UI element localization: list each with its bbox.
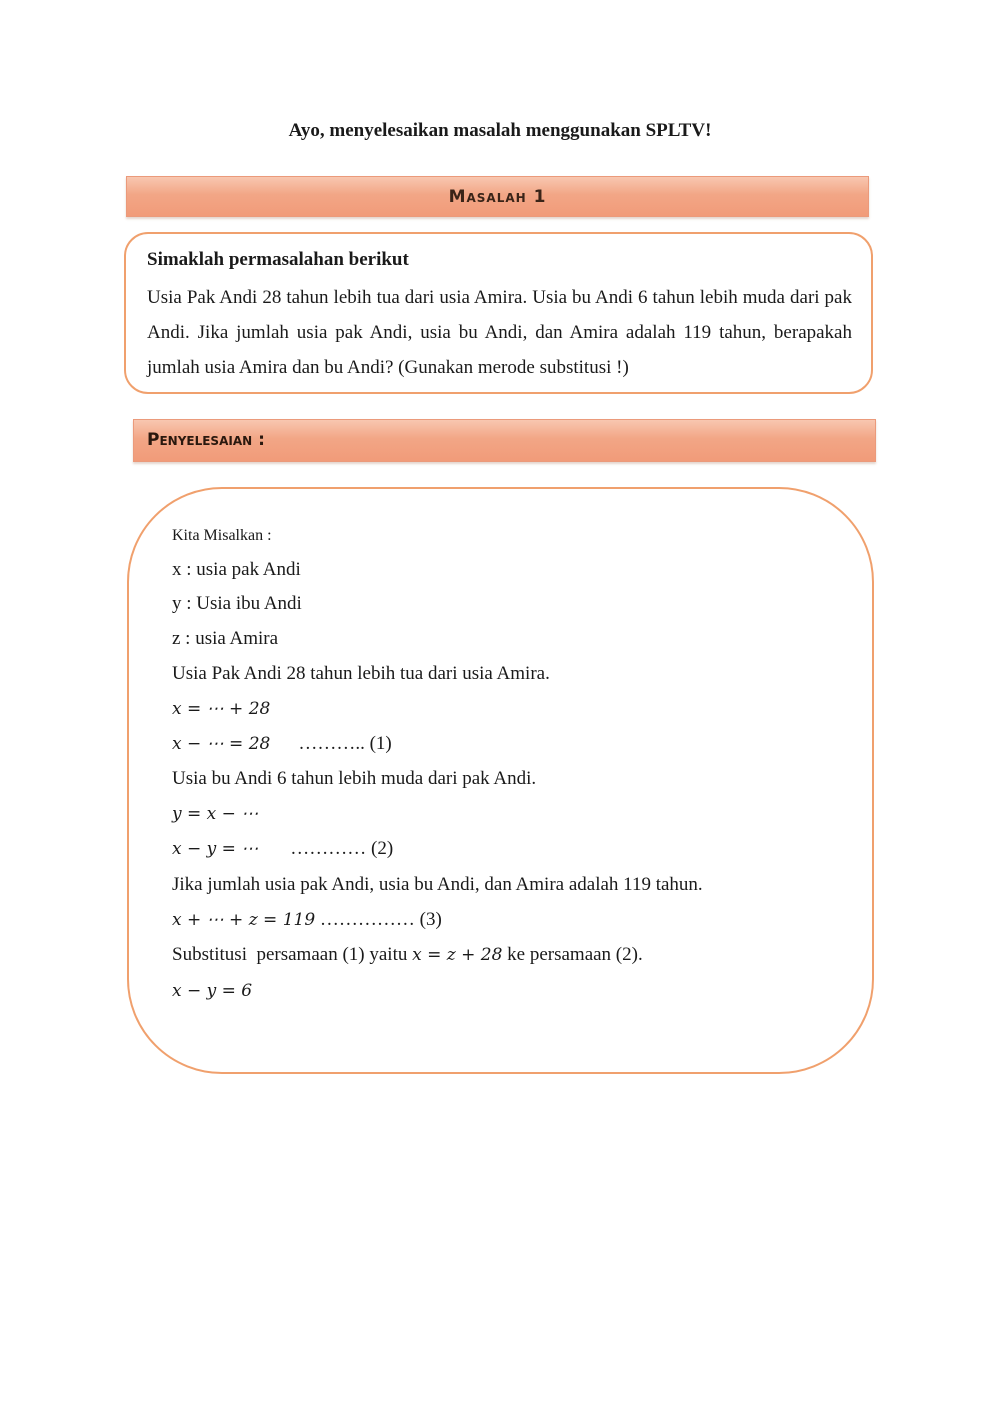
variable-x-definition: x : usia pak Andi — [172, 559, 301, 580]
substitution-prefix: Substitusi persamaan (1) yaitu — [172, 944, 413, 965]
problem-heading: Simaklah permasalahan berikut — [147, 249, 409, 270]
equation-1b-math: x − ⋯ = 28 — [172, 734, 271, 754]
solution-intro: Kita Misalkan : — [172, 527, 272, 544]
solution-banner-label: Penyelesaian : — [147, 430, 265, 450]
equation-4 — [172, 980, 252, 1002]
substitution-suffix: ke persamaan (2). — [502, 944, 643, 965]
substitution-equation: x = z + 28 — [412, 945, 503, 965]
solution-banner — [133, 419, 876, 462]
solution-box — [127, 487, 874, 1074]
equation-2a — [172, 803, 258, 825]
problem-text: Usia Pak Andi 28 tahun lebih tua dari usia Amira. Usia bu Andi 6 tahun lebih muda dari pak Andi. Jika jumlah usia pak Andi, usia bu Andi, dan Amira adalah 119 tahun, berapakah jumlah usia Amira dan bu Andi? (Gunakan merode substitusi !) — [147, 287, 852, 378]
equation-2b-label: ………… (2) — [290, 838, 394, 859]
masalah-banner — [126, 176, 869, 217]
equation-3-math: x + ⋯ + z = 119 — [172, 910, 316, 930]
substitution-statement — [172, 944, 643, 966]
statement-3: Jika jumlah usia pak Andi, usia bu Andi, dan Amira adalah 119 tahun. — [172, 874, 703, 895]
equation-1a-math: x = ⋯ + 28 — [172, 699, 271, 719]
equation-3 — [172, 909, 442, 931]
variable-z-definition: z : usia Amira — [172, 628, 279, 649]
equation-1b — [172, 733, 392, 755]
equation-2a-math: y = x − ⋯ — [172, 804, 259, 824]
equation-1a — [172, 698, 270, 720]
masalah-banner-label: Masalah 1 — [448, 187, 547, 207]
equation-2b-math: x − y = ⋯ — [172, 839, 259, 859]
equation-3-label: …………… (3) — [315, 909, 442, 930]
statement-2: Usia bu Andi 6 tahun lebih muda dari pak Andi. — [172, 768, 537, 789]
problem-box — [124, 232, 873, 394]
equation-1b-label: ……….. (1) — [298, 733, 392, 754]
equation-4-math: x − y = 6 — [172, 981, 253, 1001]
variable-y-definition: y : Usia ibu Andi — [172, 593, 302, 614]
statement-1: Usia Pak Andi 28 tahun lebih tua dari usia Amira. — [172, 663, 550, 684]
page-title: Ayo, menyelesaikan masalah menggunakan SPLTV! — [288, 120, 712, 141]
equation-2b — [172, 838, 393, 860]
